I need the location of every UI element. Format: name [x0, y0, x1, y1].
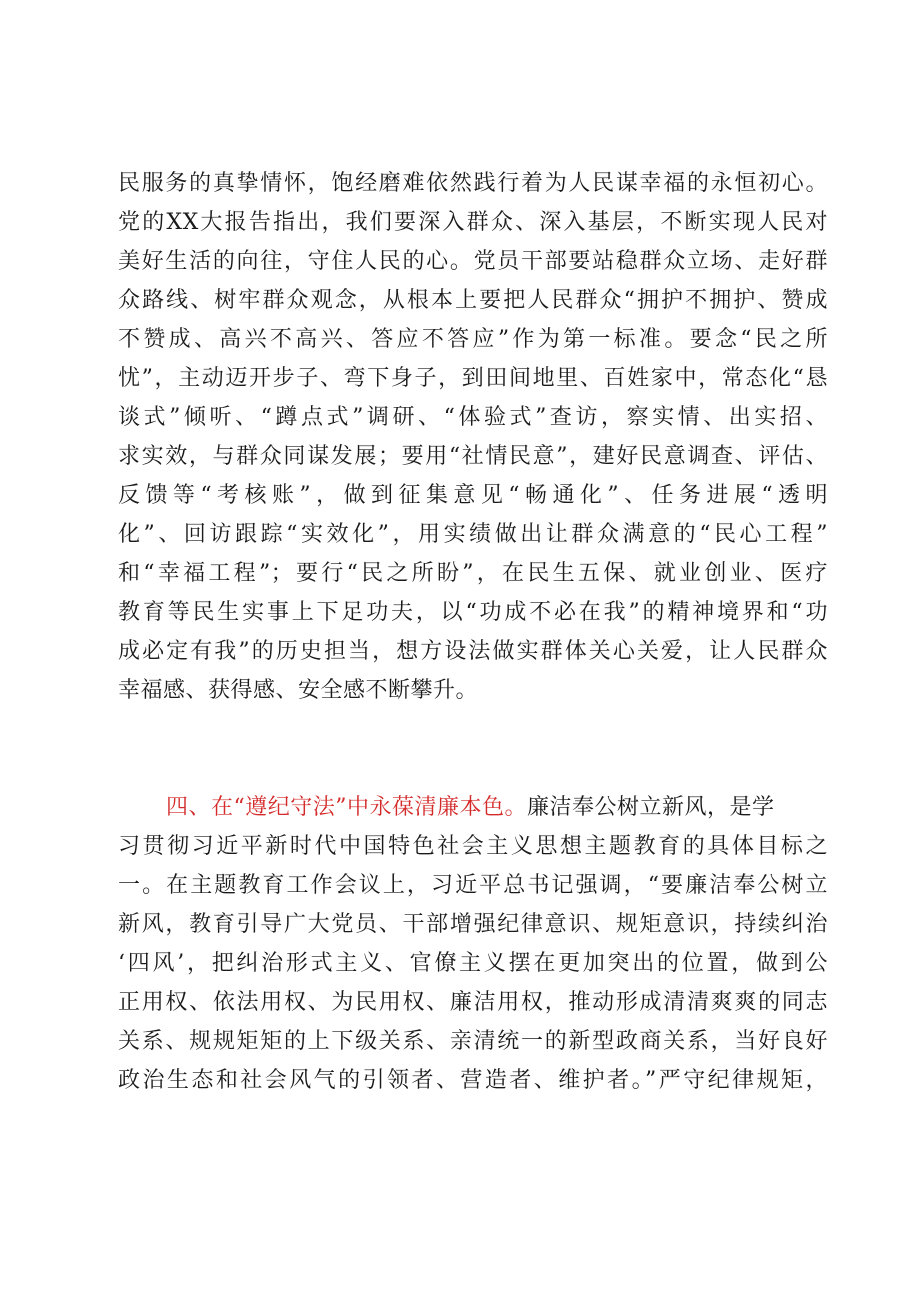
paragraph-2-first-line-text: 廉洁奉公树立新风，是学 — [527, 795, 775, 820]
section-heading: 四、在“遵纪守法”中永葆清廉本色。 — [166, 795, 527, 820]
paragraph-1-line: 不赞成、高兴不高兴、答应不答应”作为第一标准。要念“民之所 — [118, 327, 828, 352]
paragraph-2-line: 政治生态和社会风气的引领者、营造者、维护者。”严守纪律规矩， — [118, 1068, 828, 1093]
paragraph-1-line: 和“幸福工程”；要行“民之所盼”，在民生五保、就业创业、医疗 — [118, 561, 828, 586]
paragraph-2-line: 正用权、依法用权、为民用权、廉洁用权，推动形成清清爽爽的同志 — [118, 990, 828, 1015]
paragraph-1-line: 党的XX大报告指出，我们要深入群众、深入基层，不断实现人民对 — [118, 210, 828, 235]
paragraph-2-line: 一。在主题教育工作会议上，习近平总书记强调，“要廉洁奉公树立 — [118, 873, 828, 898]
paragraph-1-line: 美好生活的向往，守住人民的心。党员干部要站稳群众立场、走好群 — [118, 249, 828, 274]
paragraph-1-line: 民服务的真挚情怀，饱经磨难依然践行着为人民谋幸福的永恒初心。 — [118, 171, 828, 196]
paragraph-1-line: 幸福感、获得感、安全感不断攀升。 — [118, 678, 479, 703]
paragraph-1-line: 成必定有我”的历史担当，想方设法做实群体关心关爱，让人民群众 — [118, 639, 828, 664]
paragraph-1-line: 求实效，与群众同谋发展；要用“社情民意”，建好民意调查、评估、 — [118, 444, 828, 469]
paragraph-1-line: 众路线、树牢群众观念，从根本上要把人民群众“拥护不拥护、赞成 — [118, 288, 828, 313]
paragraph-1-line: 谈式”倾听、“蹲点式”调研、“体验式”查访，察实情、出实招、 — [118, 405, 828, 430]
paragraph-1-line: 反馈等“考核账”，做到征集意见“畅通化”、任务进展“透明 — [118, 483, 828, 508]
paragraph-2-line: 关系、规规矩矩的上下级关系、亲清统一的新型政商关系，当好良好 — [118, 1029, 828, 1054]
paragraph-1-line: 化”、回访跟踪“实效化”，用实绩做出让群众满意的“民心工程” — [118, 522, 828, 547]
paragraph-2 — [118, 788, 828, 1100]
paragraph-1-line: 忧”，主动迈开步子、弯下身子，到田间地里、百姓家中，常态化“恳 — [118, 366, 828, 391]
paragraph-1 — [118, 164, 828, 710]
paragraph-2-line: ‘四风’，把纠治形式主义、官僚主义摆在更加突出的位置，做到公 — [118, 951, 828, 976]
paragraph-2-first-line — [118, 788, 828, 827]
paragraph-2-line: 新风，教育引导广大党员、干部增强纪律意识、规矩意识，持续纠治 — [118, 912, 828, 937]
paragraph-2-line: 习贯彻习近平新时代中国特色社会主义思想主题教育的具体目标之 — [118, 834, 828, 859]
paragraph-1-line: 教育等民生实事上下足功夫，以“功成不必在我”的精神境界和“功 — [118, 600, 828, 625]
